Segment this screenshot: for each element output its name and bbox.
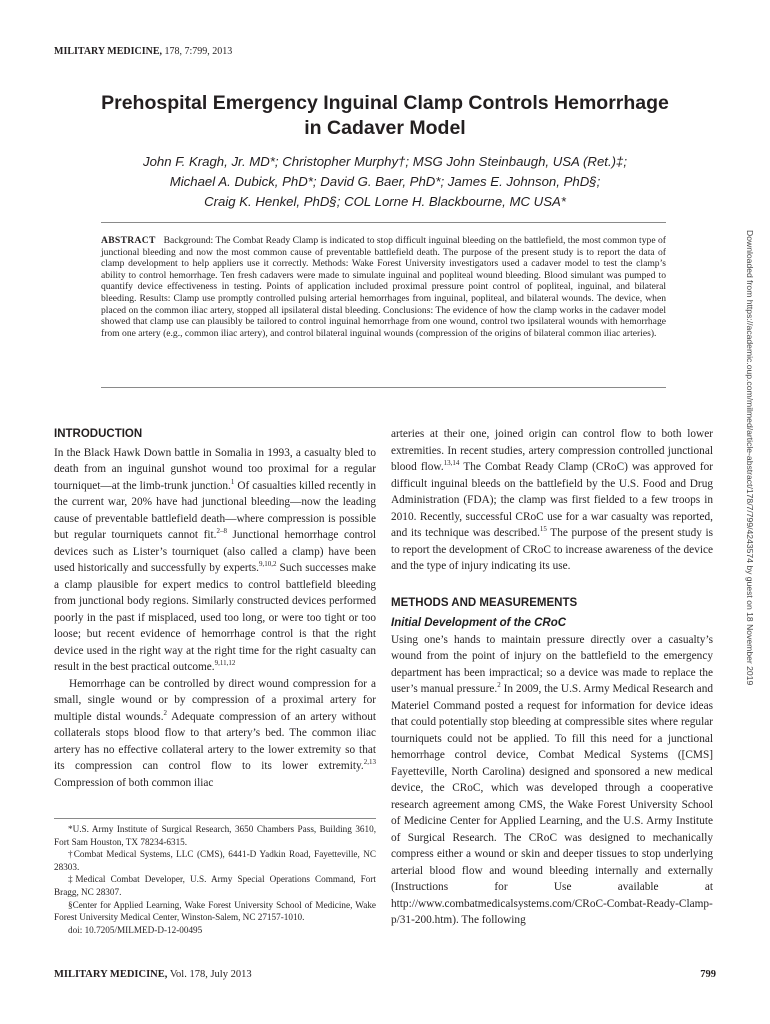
intro-paragraph-2: Hemorrhage can be controlled by direct wound compression for a small, single wound or by compression of a proximal artery for multiple distal wounds.$^2$ Adequate compression of an artery without collaterals stops blood flow to that artery’s bed. The common iliac artery has no effective collateral artery to the lower extremity so that its compression can control flow to its lower extremity.$^{2,13}$ Compression of both common iliac xyxy=(54,677,377,789)
left-column xyxy=(54,426,376,791)
download-note: Downloaded from https://academic.oup.com/milmed/article-abstract/178/7/799/4243574 by guest on 18 November 2019 xyxy=(745,230,755,686)
citation-ref: 9,11,12 xyxy=(214,659,236,668)
footnote-affiliation: †Combat Medical Systems, LLC (CMS), 6441-D Yadkin Road, Fayetteville, NC 28303. xyxy=(54,849,376,872)
citation-ref: 15 xyxy=(539,525,547,534)
footnote-affiliation: ‡Medical Combat Developer, U.S. Army Special Operations Command, Fort Bragg, NC 28307. xyxy=(54,874,376,897)
citation-ref: 2–8 xyxy=(216,527,227,536)
footer-journal-name: MILITARY MEDICINE, xyxy=(54,969,168,980)
citation-ref: 2 xyxy=(163,708,168,717)
author-line-1: John F. Kragh, Jr. MD*; Christopher Murphy†; MSG John Steinbaugh, USA (Ret.)‡; xyxy=(143,154,627,169)
title-line-2: in Cadaver Model xyxy=(304,117,466,139)
author-line-2: Michael A. Dubick, PhD*; David G. Baer, PhD*; James E. Johnson, PhD§; xyxy=(169,174,601,189)
subsection-heading: Initial Development of the CRoC xyxy=(391,617,567,629)
citation-ref: 9,10,2 xyxy=(259,560,277,569)
citation: 178, 7:799, 2013 xyxy=(162,46,233,57)
abstract-label: ABSTRACT xyxy=(101,235,156,246)
intro-paragraph-3: arteries at their one, joined origin can control flow to both lower extremities. In recent studies, artery compression controlled junctional blood flow.$^{13,14}$ The Combat Ready Clamp (CRoC) was approved for difficult inguinal bleeds on the battlefield by the U.S. Food and Drug Administration (FDA); the clamp was first fielded to a few troops in 2010. Recently, successful CRoC use for a war casualty was reported, and its technique was described.$^{15}$ The purpose of the present study is to report the development of CRoC to increase awareness of the device and the type of injury indicating its use. xyxy=(391,428,713,572)
methods-paragraph-1: Using one’s hands to maintain pressure directly over a casualty’s wound from the point of injury on the battlefield to the emergency department has been impractical; so a device was made to replace the user’s manual pressure.$^2$ In 2009, the U.S. Army Medical Research and Materiel Command posted a request for information for device ideas that could potentially stop bleeding at compressible sites where regular tourniquets could not be applied. To fill this need for a junctional hemorrhage control device, Combat Medical Systems ([CMS] Fayetteville, North Carolina) designed and sponsored a new medical device, the CRoC, which was developed through a cooperative research agreement among CMS, the Wake Forest University School of Medicine Center for Applied Learning, and the U.S. Army Institute of Surgical Research. The CRoC was designed to mechanically compress either a wound or skin and deeper tissues to stop underlying arterial blood flow and wound bleeding internally and externally (Instructions for Use available at http://www.combatmedicalsystems.com/CRoC-Combat-Ready-Clamp-p/31-200.htm). The following xyxy=(391,633,713,926)
doi: doi: 10.7205/MILMED-D-12-00495 xyxy=(68,924,203,935)
footnote-affiliation: *U.S. Army Institute of Surgical Research, 3650 Chambers Pass, Building 3610, Fort Sam Houston, TX 78234-6315. xyxy=(54,824,376,847)
citation-ref: 2,13 xyxy=(363,758,376,767)
journal-name: MILITARY MEDICINE, xyxy=(54,46,162,57)
title-line-1: Prehospital Emergency Inguinal Clamp Controls Hemorrhage xyxy=(101,92,669,114)
citation-ref: 1 xyxy=(230,477,235,486)
section-heading-introduction: INTRODUCTION xyxy=(54,428,143,440)
footer-journal xyxy=(54,969,252,980)
citation-ref: 2 xyxy=(497,681,501,690)
intro-paragraph-1: In the Black Hawk Down battle in Somalia in 1993, a casualty bled to death from an inguinal gunshot wound too proximal for a regular tourniquet—at the limb-trunk junction.$^1$ Of casualties killed recently in the current war, 20% have had junctional bleeding—now the leading cause of preventable battlefield death—where compression is possible but regular tourniquets cannot fit.$^{2-8}$ Junctional hemorrhage control devices such as Lister’s tourniquet (also called a clamp) have been used historically and successfully by experts.$^{9,10,2}$ Such successes make a clamp plausible for expert medics to control battlefield bleeding from junctional body regions. Similarly constructed devices performed poorly in the past if misplaced, used too long, or were too tight or too loose; but recent evidence of hemorrhage control is that the right device used in the right way at the right time for the right casualty can result in the best practical outcome.$^{9,11,12}$ xyxy=(54,446,376,673)
abstract xyxy=(101,235,666,339)
section-heading-methods: METHODS AND MEASUREMENTS xyxy=(391,596,578,609)
right-column xyxy=(391,426,713,929)
citation-ref: 13,14 xyxy=(443,459,460,468)
footnotes xyxy=(54,823,376,936)
author-list xyxy=(54,152,716,212)
author-line-3: Craig K. Henkel, PhD§; COL Lorne H. Blackbourne, MC USA* xyxy=(204,194,566,209)
abstract-bottom-rule xyxy=(101,387,666,388)
abstract-top-rule xyxy=(101,222,666,223)
footer-issue: Vol. 178, July 2013 xyxy=(167,969,252,980)
footnote-affiliation: §Center for Applied Learning, Wake Forest University School of Medicine, Wake Forest University Medical Center, Winston-Salem, NC 27157-1010. xyxy=(54,899,376,923)
abstract-text: Background: The Combat Ready Clamp is indicated to stop difficult inguinal bleeding on the battlefield, the most common type of junctional bleeding and now the most common cause of preventable battlefield death. The purpose of the present study is to report the data of clamp development to help appliers use it correctly. Methods: Wake Forest University investigators used a cadaver model to test the clamp’s ability to control hemorrhage. Ten fresh cadavers were made to simulate inguinal and popliteal wound bleeding. Blood simulant was pumped to quantify device effectiveness in testing. Points of application included proximal pressure point control of popliteal, inguinal, and bilateral bleeding. Results: Clamp use promptly controlled pulsing arterial hemorrhages from inguinal, popliteal, and bilateral wounds. The device, when placed on the common iliac artery, stopped all ipsilateral distal bleeding. Conclusions: The evidence of how the clamp works in the cadaver model showed that clamp use can plausibly be tailored to control inguinal hemorrhage from one wound, control two ipsilateral wounds with hemorrhage from one artery (e.g., common iliac artery), and control bilateral inguinal wounds (compression of the origins of bilateral common iliac arteries). xyxy=(101,235,666,339)
article-title xyxy=(54,91,716,141)
page-footer xyxy=(54,969,716,980)
page-number: 799 xyxy=(700,969,716,980)
download-watermark xyxy=(745,230,755,686)
footnote-rule xyxy=(54,818,376,819)
running-head xyxy=(54,46,232,57)
